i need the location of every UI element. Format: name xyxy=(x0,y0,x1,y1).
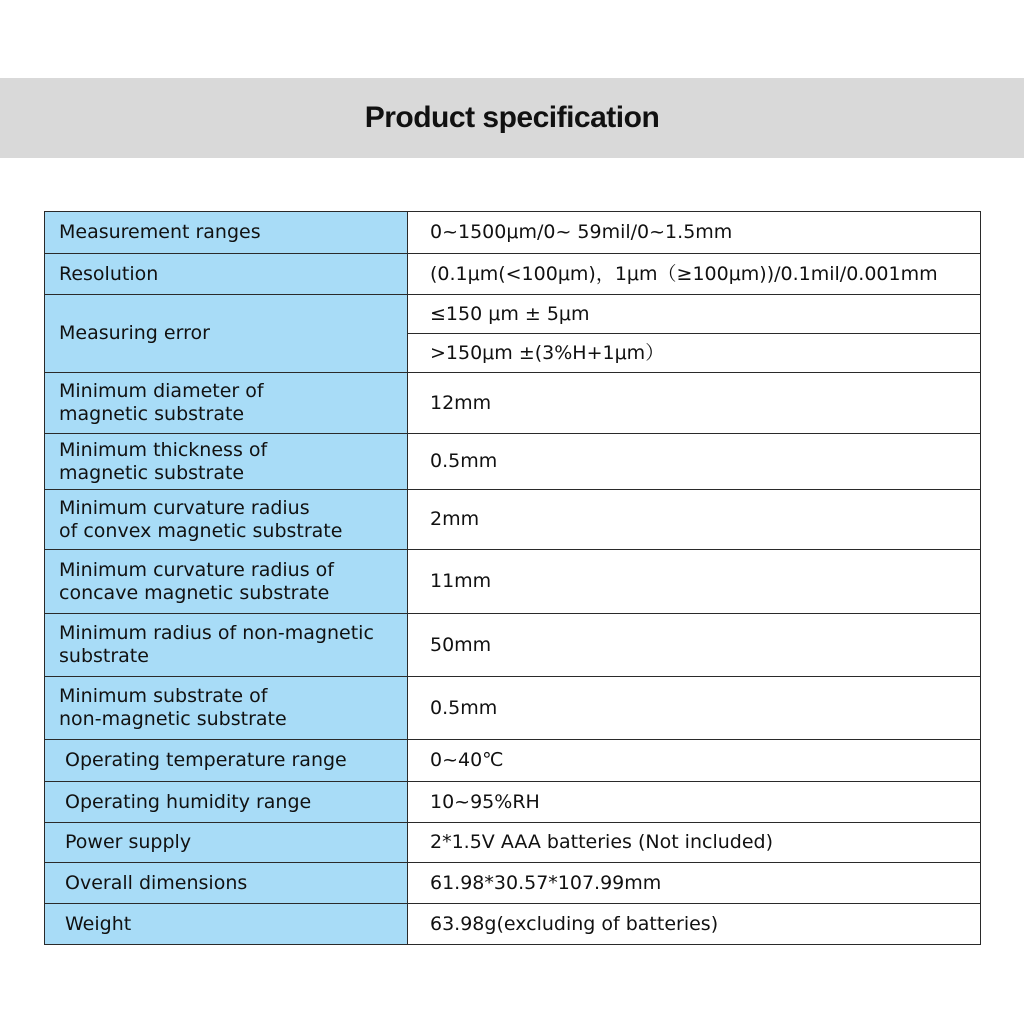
table-row xyxy=(45,904,981,945)
table-row xyxy=(45,782,981,823)
label-line: Minimum curvature radius xyxy=(59,496,310,519)
spec-value: (0.1μm(<100μm)，1μm（≥100μm))/0.1mil/0.001mm xyxy=(408,254,981,295)
spec-value: 0~1500μm/0~ 59mil/0~1.5mm xyxy=(408,212,981,254)
spec-label xyxy=(45,677,408,740)
spec-value: >150μm ±(3%H+1μm） xyxy=(408,334,981,373)
label-line: magnetic substrate xyxy=(59,461,245,484)
label-line: of convex magnetic substrate xyxy=(59,519,343,542)
spec-label: Power supply xyxy=(45,823,408,863)
spec-value: 0~40℃ xyxy=(408,740,981,782)
page-title: Product specification xyxy=(364,101,660,134)
spec-value: 0.5mm xyxy=(408,677,981,740)
table-row xyxy=(45,677,981,740)
spec-value: 50mm xyxy=(408,614,981,677)
spec-label: Measuring error xyxy=(45,295,408,373)
table-row xyxy=(45,614,981,677)
label-line: Minimum radius of non-magnetic xyxy=(59,622,374,644)
label-line: Minimum substrate of xyxy=(59,685,268,707)
spec-label: Resolution xyxy=(45,254,408,295)
spec-label xyxy=(45,373,408,434)
table-row xyxy=(45,254,981,295)
spec-value: 10~95%RH xyxy=(408,782,981,823)
spec-label xyxy=(45,550,408,614)
spec-value: 12mm xyxy=(408,373,981,434)
title-banner xyxy=(0,78,1024,158)
spec-value: 11mm xyxy=(408,550,981,614)
spec-value: 61.98*30.57*107.99mm xyxy=(408,863,981,904)
table-row xyxy=(45,550,981,614)
label-line: magnetic substrate xyxy=(59,403,245,425)
spec-label xyxy=(45,614,408,677)
table-row xyxy=(45,823,981,863)
label-line: Minimum thickness of xyxy=(59,438,268,461)
spec-label: Measurement ranges xyxy=(45,212,408,254)
spec-label xyxy=(45,490,408,550)
table-row xyxy=(45,212,981,254)
label-line: Minimum curvature radius of xyxy=(59,558,334,581)
label-line: substrate xyxy=(59,645,149,667)
table-row xyxy=(45,295,981,334)
table-row xyxy=(45,740,981,782)
label-line: Minimum diameter of xyxy=(59,380,264,402)
spec-label: Weight xyxy=(45,904,408,945)
spec-value: 0.5mm xyxy=(408,434,981,490)
spec-table xyxy=(44,211,981,945)
spec-value: 2*1.5V AAA batteries (Not included) xyxy=(408,823,981,863)
spec-label: Operating temperature range xyxy=(45,740,408,782)
label-line: concave magnetic substrate xyxy=(59,581,330,604)
table-row xyxy=(45,490,981,550)
label-line: non-magnetic substrate xyxy=(59,708,287,730)
spec-label: Overall dimensions xyxy=(45,863,408,904)
table-row xyxy=(45,863,981,904)
table-row xyxy=(45,373,981,434)
spec-label xyxy=(45,434,408,490)
spec-value: 2mm xyxy=(408,490,981,550)
table-row xyxy=(45,434,981,490)
spec-label: Operating humidity range xyxy=(45,782,408,823)
spec-value: ≤150 μm ± 5μm xyxy=(408,295,981,334)
spec-value: 63.98g(excluding of batteries) xyxy=(408,904,981,945)
